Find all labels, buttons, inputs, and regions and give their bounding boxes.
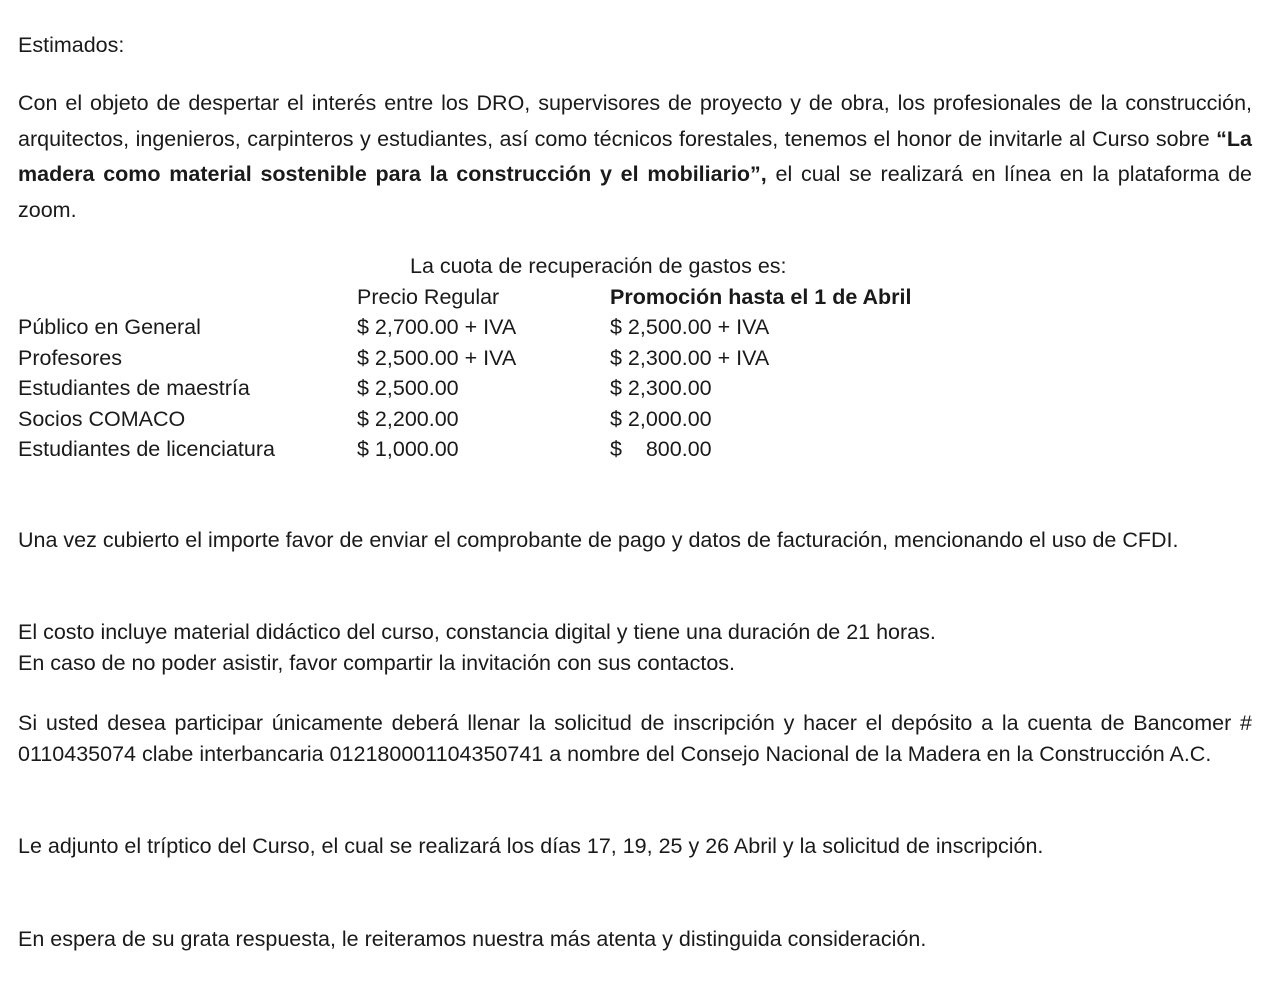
row-promo-price: $ 800.00 [610, 437, 712, 461]
greeting: Estimados: [18, 33, 125, 57]
intro-paragraph [18, 86, 1252, 228]
row-regular-price: $ 1,000.00 [357, 437, 459, 461]
row-promo-price: $ 2,300.00 + IVA [610, 346, 770, 370]
row-regular-price: $ 2,700.00 + IVA [357, 315, 517, 339]
intro-text-after: el cual se realizará en línea en la plataforma de zoom. [18, 162, 1253, 222]
fees-col-regular: Precio Regular [357, 285, 500, 309]
attachment-paragraph: Le adjunto el tríptico del Curso, el cual se realizará los días 17, 19, 25 y 26 Abril y la solicitud de inscripción. [18, 834, 1044, 858]
row-promo-price: $ 2,000.00 [610, 407, 712, 431]
payment-note: Una vez cubierto el importe favor de enviar el comprobante de pago y datos de facturación, mencionando el uso de CFDI. [18, 528, 1179, 552]
deposit-paragraph: Si usted desea participar únicamente deberá llenar la solicitud de inscripción y hacer el depósito a la cuenta de Bancomer # 0110435074 clabe interbancaria 012180001104350741 a nombre del Consejo Nacional de la Madera en la Construcción A.C. [18, 711, 1252, 766]
cost-line-2: En caso de no poder asistir, favor compartir la invitación con sus contactos. [18, 651, 736, 675]
course-title: “La madera como material sostenible para la construcción y el mobiliario”, [18, 126, 1252, 186]
fees-heading: La cuota de recuperación de gastos es: [410, 254, 787, 278]
row-promo-price: $ 2,300.00 [610, 376, 712, 400]
fees-col-promo: Promoción hasta el 1 de Abril [610, 285, 912, 309]
row-promo-price: $ 2,500.00 + IVA [610, 315, 770, 339]
row-regular-price: $ 2,500.00 + IVA [357, 346, 517, 370]
row-label: Público en General [18, 315, 201, 339]
row-regular-price: $ 2,200.00 [357, 407, 459, 431]
row-label: Socios COMACO [18, 407, 186, 431]
intro-text-before: Con el objeto de despertar el interés entre los DRO, supervisores de proyecto y de obra, los profesionales de la construcción, arquitectos, ingenieros, carpinteros y estudiantes, así como técnicos forestales, tenemos el honor de invitarle al Curso sobre [18, 91, 1252, 151]
row-label: Estudiantes de licenciatura [18, 437, 275, 461]
row-label: Profesores [18, 346, 122, 370]
cost-line-1: El costo incluye material didáctico del curso, constancia digital y tiene una duración de 21 horas. [18, 620, 936, 644]
row-regular-price: $ 2,500.00 [357, 376, 459, 400]
closing-line: En espera de su grata respuesta, le reiteramos nuestra más atenta y distinguida consideración. [18, 927, 927, 951]
row-label: Estudiantes de maestría [18, 376, 250, 400]
